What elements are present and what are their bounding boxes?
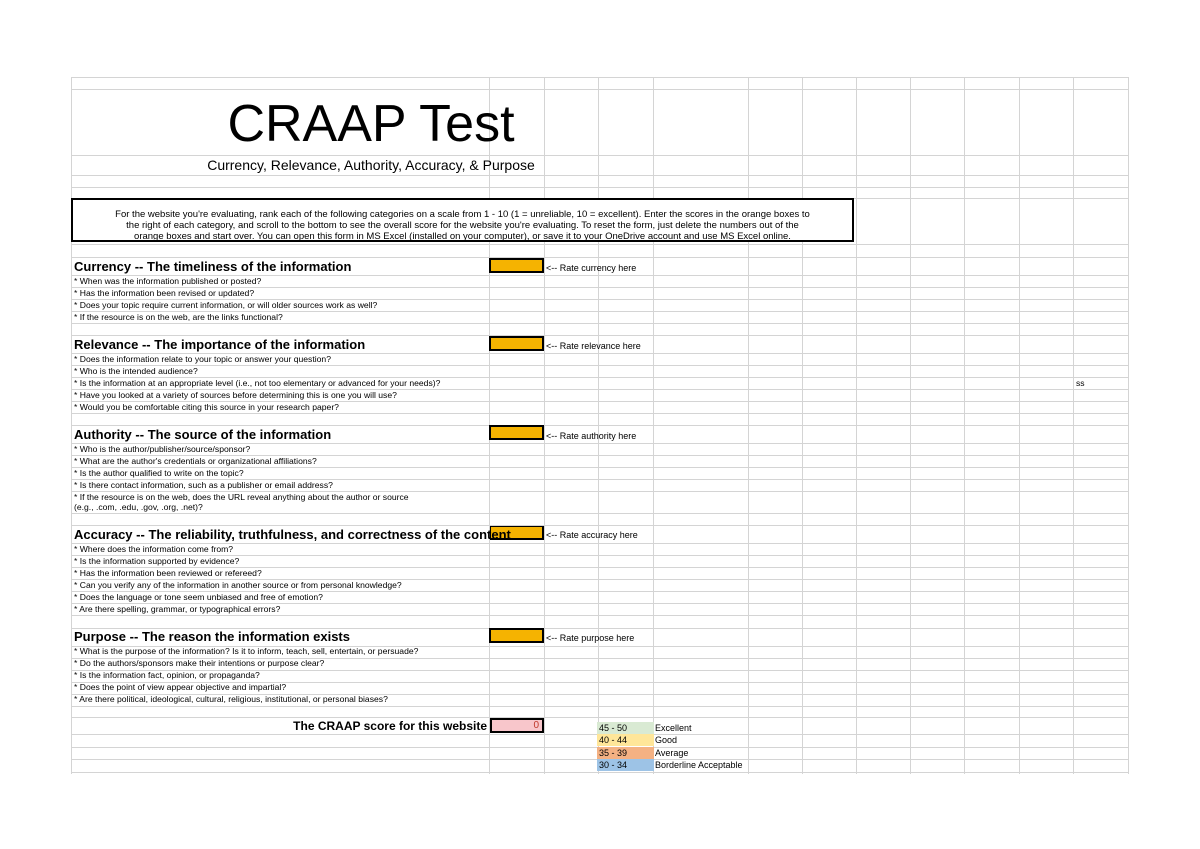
question-item: * Do the authors/sponsors make their intentions or purpose clear? — [74, 658, 325, 668]
legend-label: Good — [655, 735, 678, 745]
section-heading-accuracy: Accuracy -- The reliability, truthfulness, and correctness of the content — [74, 527, 511, 542]
legend-range: 30 - 34 — [597, 759, 654, 771]
question-item: * What is the purpose of the information? Is it to inform, teach, sell, entertain, or persuade? — [74, 646, 419, 656]
grid-row-line — [71, 77, 1129, 78]
question-item: * Has the information been reviewed or refereed? — [74, 568, 262, 578]
question-item: * When was the information published or posted? — [74, 276, 262, 286]
question-item: * Have you looked at a variety of sources before determining this is one you will use? — [74, 390, 397, 400]
score-value: 0 — [490, 718, 544, 733]
instructions-box — [71, 198, 854, 242]
page-subtitle: Currency, Relevance, Authority, Accuracy, & Purpose — [207, 157, 535, 173]
legend-label: Excellent — [655, 723, 692, 733]
question-item: * Does your topic require current information, or will older sources work as well? — [74, 300, 378, 310]
stray-cell-text: ss — [1076, 378, 1085, 388]
question-item: * Is the information fact, opinion, or propaganda? — [74, 670, 260, 680]
question-item: * Can you verify any of the information in another source or from personal knowledge? — [74, 580, 402, 590]
currency-rate-label: <-- Rate currency here — [546, 263, 637, 273]
question-item: * What are the author's credentials or organizational affiliations? — [74, 456, 317, 466]
legend-range: 45 - 50 — [597, 722, 654, 734]
question-item: * If the resource is on the web, are the links functional? — [74, 312, 283, 322]
question-item: * Is the author qualified to write on the topic? — [74, 468, 244, 478]
grid-row-line — [71, 244, 1129, 245]
grid-row-line — [71, 155, 1129, 156]
question-item: (e.g., .com, .edu, .gov, .org, .net)? — [74, 502, 203, 512]
authority-rate-label: <-- Rate authority here — [546, 431, 637, 441]
question-item: * If the resource is on the web, does the URL reveal anything about the author or source — [74, 492, 409, 502]
legend-range: 35 - 39 — [597, 747, 654, 759]
question-item: * Is there contact information, such as a publisher or email address? — [74, 480, 333, 490]
question-item: * Are there political, ideological, cultural, religious, institutional, or personal biases? — [74, 694, 388, 704]
authority-rating-input[interactable] — [489, 425, 544, 440]
grid-row-line — [71, 335, 1129, 336]
relevance-rating-input[interactable] — [489, 336, 544, 351]
question-item: * Is the information supported by evidence? — [74, 556, 240, 566]
legend-range: 40 - 44 — [597, 734, 654, 746]
question-item: * Is the information at an appropriate level (i.e., not too elementary or advanced for your needs)? — [74, 378, 441, 388]
instructions-line: For the website you're evaluating, rank each of the following categories on a scale from 1 - 10 (1 = unreliable, 10 = excellent). Enter the scores in the orange boxes to — [115, 209, 810, 220]
grid-row-line — [71, 175, 1129, 176]
currency-rating-input[interactable] — [489, 258, 544, 273]
question-item: * Does the point of view appear objective and impartial? — [74, 682, 287, 692]
grid-row-line — [71, 615, 1129, 616]
section-heading-currency: Currency -- The timeliness of the information — [74, 259, 352, 274]
question-item: * Who is the intended audience? — [74, 366, 198, 376]
relevance-rate-label: <-- Rate relevance here — [546, 341, 641, 351]
instructions-line: orange boxes and start over. You can open this form in MS Excel (installed on your computer), or save it to your OneDrive account and use MS Excel online. — [134, 231, 791, 242]
grid-row-line — [71, 717, 1129, 718]
accuracy-rate-label: <-- Rate accuracy here — [546, 530, 638, 540]
instructions-line: the right of each category, and scroll to the bottom to see the overall score for the website you're evaluating. To reset the form, just delete the numbers out of the — [126, 220, 799, 231]
grid-row-line — [71, 187, 1129, 188]
question-item: * Does the information relate to your topic or answer your question? — [74, 354, 331, 364]
grid-row-line — [71, 525, 1129, 526]
question-item: * Does the language or tone seem unbiased and free of emotion? — [74, 592, 323, 602]
grid-row-line — [71, 323, 1129, 324]
grid-row-line — [71, 365, 1129, 366]
legend-label: Average — [655, 748, 689, 758]
grid-row-line — [71, 772, 1129, 773]
section-heading-authority: Authority -- The source of the information — [74, 427, 332, 442]
grid-row-line — [71, 425, 1129, 426]
page-title: CRAAP Test — [227, 95, 515, 153]
question-item: * Who is the author/publisher/source/sponsor? — [74, 444, 251, 454]
question-item: * Has the information been revised or updated? — [74, 288, 255, 298]
grid-row-line — [71, 706, 1129, 707]
grid-row-line — [71, 413, 1129, 414]
score-label: The CRAAP score for this website — [293, 719, 487, 733]
grid-row-line — [71, 513, 1129, 514]
purpose-rate-label: <-- Rate purpose here — [546, 633, 635, 643]
section-heading-relevance: Relevance -- The importance of the information — [74, 337, 366, 352]
spreadsheet — [71, 77, 1129, 774]
question-item: * Are there spelling, grammar, or typographical errors? — [74, 604, 281, 614]
section-heading-purpose: Purpose -- The reason the information exists — [74, 629, 350, 644]
grid-row-line — [71, 257, 1129, 258]
purpose-rating-input[interactable] — [489, 628, 544, 643]
question-item: * Where does the information come from? — [74, 544, 234, 554]
legend-label: Borderline Acceptable — [655, 760, 743, 770]
grid-row-line — [71, 89, 1129, 90]
question-item: * Would you be comfortable citing this source in your research paper? — [74, 402, 339, 412]
